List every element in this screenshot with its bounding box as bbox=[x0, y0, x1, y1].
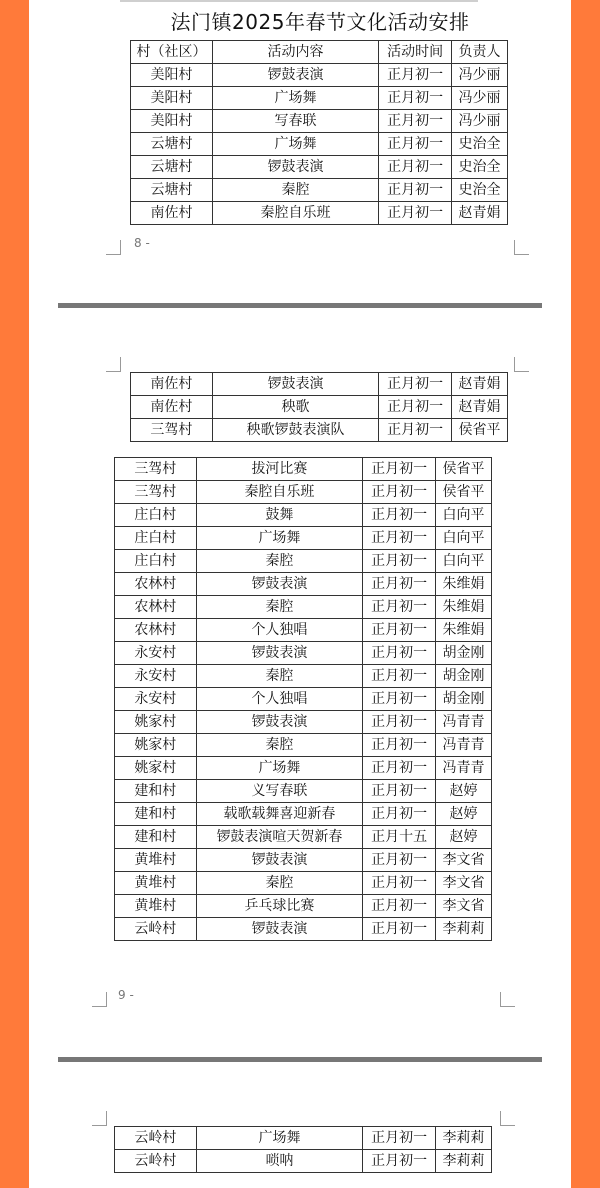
cell-person: 白向平 bbox=[436, 504, 492, 527]
cell-activity: 秧歌 bbox=[212, 396, 379, 419]
cell-village: 农林村 bbox=[115, 596, 197, 619]
cell-activity: 秦腔 bbox=[196, 665, 363, 688]
page-corner-mark bbox=[92, 1111, 107, 1126]
cell-person: 胡金刚 bbox=[436, 642, 492, 665]
cell-activity: 广场舞 bbox=[196, 527, 363, 550]
header-village: 村（社区） bbox=[131, 41, 213, 64]
cell-activity: 乒乓球比赛 bbox=[196, 895, 363, 918]
cell-time: 正月初一 bbox=[363, 711, 436, 734]
page-number-9: 9 - bbox=[118, 988, 134, 1002]
cell-village: 姚家村 bbox=[115, 734, 197, 757]
page-corner-mark bbox=[106, 240, 121, 255]
cell-time: 正月初一 bbox=[363, 734, 436, 757]
cell-village: 三驾村 bbox=[115, 481, 197, 504]
cell-activity: 锣鼓表演 bbox=[212, 156, 378, 179]
cell-activity: 义写春联 bbox=[196, 780, 363, 803]
right-orange-border bbox=[571, 0, 600, 1188]
cell-village: 农林村 bbox=[115, 573, 197, 596]
table-row bbox=[115, 481, 492, 504]
cell-person: 冯少丽 bbox=[452, 64, 508, 87]
cell-time: 正月初一 bbox=[363, 619, 436, 642]
cell-time: 正月初一 bbox=[379, 179, 452, 202]
table-row bbox=[131, 87, 508, 110]
cell-village: 黄堆村 bbox=[115, 872, 197, 895]
cell-activity: 锣鼓表演 bbox=[196, 711, 363, 734]
page-corner-mark bbox=[92, 992, 107, 1007]
cell-person: 李文省 bbox=[436, 872, 492, 895]
cell-time: 正月初一 bbox=[363, 504, 436, 527]
table-row bbox=[131, 110, 508, 133]
cell-person: 李莉莉 bbox=[436, 1150, 492, 1173]
cell-time: 正月初一 bbox=[379, 202, 452, 225]
cell-person: 史治全 bbox=[452, 133, 508, 156]
cell-person: 赵青娟 bbox=[452, 396, 508, 419]
cell-activity: 秦腔自乐班 bbox=[196, 481, 363, 504]
cell-activity: 秦腔自乐班 bbox=[212, 202, 378, 225]
table-row bbox=[115, 550, 492, 573]
cell-activity: 秦腔 bbox=[196, 872, 363, 895]
cell-person: 白向平 bbox=[436, 550, 492, 573]
table-row bbox=[115, 688, 492, 711]
cell-activity: 锣鼓表演 bbox=[196, 849, 363, 872]
cell-time: 正月初一 bbox=[363, 573, 436, 596]
cell-time: 正月初一 bbox=[363, 550, 436, 573]
cell-time: 正月初一 bbox=[363, 872, 436, 895]
cell-time: 正月初一 bbox=[363, 527, 436, 550]
cell-activity: 锣鼓表演 bbox=[196, 918, 363, 941]
table-row bbox=[115, 734, 492, 757]
cell-activity: 写春联 bbox=[212, 110, 378, 133]
cell-person: 冯青青 bbox=[436, 757, 492, 780]
page-corner-mark bbox=[514, 240, 529, 255]
page-number-8: 8 - bbox=[134, 236, 150, 250]
cell-village: 南佐村 bbox=[131, 373, 213, 396]
cell-village: 南佐村 bbox=[131, 202, 213, 225]
left-orange-border bbox=[0, 0, 29, 1188]
cell-village: 农林村 bbox=[115, 619, 197, 642]
cell-activity: 秦腔 bbox=[196, 734, 363, 757]
table-row bbox=[115, 826, 492, 849]
table-row bbox=[131, 64, 508, 87]
cell-activity: 锣鼓表演喧天贺新春 bbox=[196, 826, 363, 849]
cell-person: 侯省平 bbox=[452, 419, 508, 442]
cell-activity: 唢呐 bbox=[196, 1150, 362, 1173]
table-row bbox=[115, 573, 492, 596]
table-row bbox=[131, 156, 508, 179]
table-row bbox=[115, 458, 492, 481]
cell-activity: 个人独唱 bbox=[196, 688, 363, 711]
cell-village: 云岭村 bbox=[115, 918, 197, 941]
page-corner-mark bbox=[500, 1111, 515, 1126]
cell-time: 正月初一 bbox=[379, 110, 452, 133]
table-row bbox=[115, 895, 492, 918]
cell-activity: 广场舞 bbox=[212, 133, 378, 156]
cell-time: 正月初一 bbox=[363, 642, 436, 665]
cell-village: 美阳村 bbox=[131, 64, 213, 87]
cell-time: 正月初一 bbox=[379, 156, 452, 179]
header-person: 负责人 bbox=[452, 41, 508, 64]
table-row bbox=[131, 419, 508, 442]
cell-time: 正月初一 bbox=[363, 780, 436, 803]
table-row bbox=[115, 596, 492, 619]
cell-person: 冯少丽 bbox=[452, 110, 508, 133]
cell-village: 黄堆村 bbox=[115, 895, 197, 918]
cell-person: 冯青青 bbox=[436, 711, 492, 734]
cell-village: 庄白村 bbox=[115, 527, 197, 550]
page-corner-mark bbox=[500, 992, 515, 1007]
cell-time: 正月初一 bbox=[379, 87, 452, 110]
page-break-divider bbox=[58, 303, 542, 308]
cell-village: 建和村 bbox=[115, 826, 197, 849]
cell-village: 庄白村 bbox=[115, 504, 197, 527]
cell-time: 正月初一 bbox=[379, 396, 452, 419]
cell-village: 黄堆村 bbox=[115, 849, 197, 872]
cell-time: 正月初一 bbox=[363, 688, 436, 711]
cell-activity: 个人独唱 bbox=[196, 619, 363, 642]
cell-activity: 广场舞 bbox=[196, 1127, 362, 1150]
table-row bbox=[131, 396, 508, 419]
table-row bbox=[115, 665, 492, 688]
cell-village: 三驾村 bbox=[131, 419, 213, 442]
cell-time: 正月初一 bbox=[363, 665, 436, 688]
cell-village: 三驾村 bbox=[115, 458, 197, 481]
cell-person: 胡金刚 bbox=[436, 665, 492, 688]
cell-time: 正月初一 bbox=[363, 757, 436, 780]
header-time: 活动时间 bbox=[379, 41, 452, 64]
cell-time: 正月初一 bbox=[363, 1127, 436, 1150]
cell-person: 白向平 bbox=[436, 527, 492, 550]
cell-person: 胡金刚 bbox=[436, 688, 492, 711]
table-row bbox=[115, 757, 492, 780]
page-corner-mark bbox=[514, 357, 529, 372]
table-row bbox=[115, 918, 492, 941]
cell-village: 建和村 bbox=[115, 803, 197, 826]
cell-time: 正月初一 bbox=[379, 64, 452, 87]
table-row bbox=[131, 133, 508, 156]
cell-village: 云塘村 bbox=[131, 179, 213, 202]
activity-table-page-9-top bbox=[130, 372, 508, 442]
cell-time: 正月初一 bbox=[363, 481, 436, 504]
cell-activity: 秦腔 bbox=[196, 596, 363, 619]
table-row bbox=[115, 1150, 492, 1173]
page-top-edge bbox=[120, 0, 478, 2]
cell-person: 冯青青 bbox=[436, 734, 492, 757]
cell-activity: 秧歌锣鼓表演队 bbox=[212, 419, 379, 442]
cell-activity: 锣鼓表演 bbox=[196, 642, 363, 665]
activity-table-page-8 bbox=[130, 40, 508, 225]
document-title: 法门镇2025年春节文化活动安排 bbox=[170, 10, 470, 34]
cell-village: 姚家村 bbox=[115, 711, 197, 734]
cell-time: 正月初一 bbox=[363, 1150, 436, 1173]
cell-village: 姚家村 bbox=[115, 757, 197, 780]
cell-person: 赵婷 bbox=[436, 780, 492, 803]
cell-person: 李文省 bbox=[436, 849, 492, 872]
table-row bbox=[115, 619, 492, 642]
table-row bbox=[115, 504, 492, 527]
cell-activity: 锣鼓表演 bbox=[196, 573, 363, 596]
cell-time: 正月初一 bbox=[363, 849, 436, 872]
cell-activity: 锣鼓表演 bbox=[212, 64, 378, 87]
cell-time: 正月初一 bbox=[363, 596, 436, 619]
table-row bbox=[115, 780, 492, 803]
cell-village: 建和村 bbox=[115, 780, 197, 803]
cell-person: 朱维娟 bbox=[436, 619, 492, 642]
table-row bbox=[131, 373, 508, 396]
cell-time: 正月初一 bbox=[379, 419, 452, 442]
cell-person: 史治全 bbox=[452, 179, 508, 202]
cell-activity: 载歌载舞喜迎新春 bbox=[196, 803, 363, 826]
cell-time: 正月初一 bbox=[379, 373, 452, 396]
cell-activity: 广场舞 bbox=[196, 757, 363, 780]
cell-activity: 秦腔 bbox=[196, 550, 363, 573]
activity-table-page-10 bbox=[114, 1126, 492, 1173]
cell-person: 史治全 bbox=[452, 156, 508, 179]
cell-activity: 拔河比赛 bbox=[196, 458, 363, 481]
cell-person: 赵青娟 bbox=[452, 373, 508, 396]
cell-person: 李莉莉 bbox=[436, 918, 492, 941]
table-row bbox=[115, 527, 492, 550]
table-row bbox=[115, 849, 492, 872]
table-row bbox=[115, 803, 492, 826]
cell-village: 永安村 bbox=[115, 665, 197, 688]
cell-time: 正月初一 bbox=[363, 918, 436, 941]
cell-person: 李文省 bbox=[436, 895, 492, 918]
cell-village: 云岭村 bbox=[115, 1127, 197, 1150]
cell-activity: 鼓舞 bbox=[196, 504, 363, 527]
cell-person: 朱维娟 bbox=[436, 596, 492, 619]
page-corner-mark bbox=[106, 357, 121, 372]
cell-person: 冯少丽 bbox=[452, 87, 508, 110]
cell-village: 永安村 bbox=[115, 688, 197, 711]
cell-village: 云塘村 bbox=[131, 133, 213, 156]
cell-village: 云塘村 bbox=[131, 156, 213, 179]
cell-person: 侯省平 bbox=[436, 481, 492, 504]
cell-activity: 广场舞 bbox=[212, 87, 378, 110]
cell-time: 正月初一 bbox=[363, 458, 436, 481]
activity-table-page-9 bbox=[114, 457, 492, 941]
table-row bbox=[115, 1127, 492, 1150]
table-row bbox=[115, 642, 492, 665]
cell-village: 美阳村 bbox=[131, 110, 213, 133]
cell-activity: 锣鼓表演 bbox=[212, 373, 379, 396]
cell-time: 正月初一 bbox=[379, 133, 452, 156]
cell-village: 云岭村 bbox=[115, 1150, 197, 1173]
table-header-row bbox=[131, 41, 508, 64]
page-break-divider bbox=[58, 1057, 542, 1062]
cell-village: 南佐村 bbox=[131, 396, 213, 419]
cell-person: 朱维娟 bbox=[436, 573, 492, 596]
cell-person: 赵婷 bbox=[436, 826, 492, 849]
cell-person: 李莉莉 bbox=[436, 1127, 492, 1150]
table-row bbox=[131, 202, 508, 225]
cell-person: 赵青娟 bbox=[452, 202, 508, 225]
table-row bbox=[115, 872, 492, 895]
cell-activity: 秦腔 bbox=[212, 179, 378, 202]
header-activity: 活动内容 bbox=[212, 41, 378, 64]
cell-village: 庄白村 bbox=[115, 550, 197, 573]
cell-person: 侯省平 bbox=[436, 458, 492, 481]
table-row bbox=[115, 711, 492, 734]
cell-person: 赵婷 bbox=[436, 803, 492, 826]
table-row bbox=[131, 179, 508, 202]
cell-time: 正月十五 bbox=[363, 826, 436, 849]
cell-time: 正月初一 bbox=[363, 803, 436, 826]
cell-village: 美阳村 bbox=[131, 87, 213, 110]
cell-village: 永安村 bbox=[115, 642, 197, 665]
cell-time: 正月初一 bbox=[363, 895, 436, 918]
